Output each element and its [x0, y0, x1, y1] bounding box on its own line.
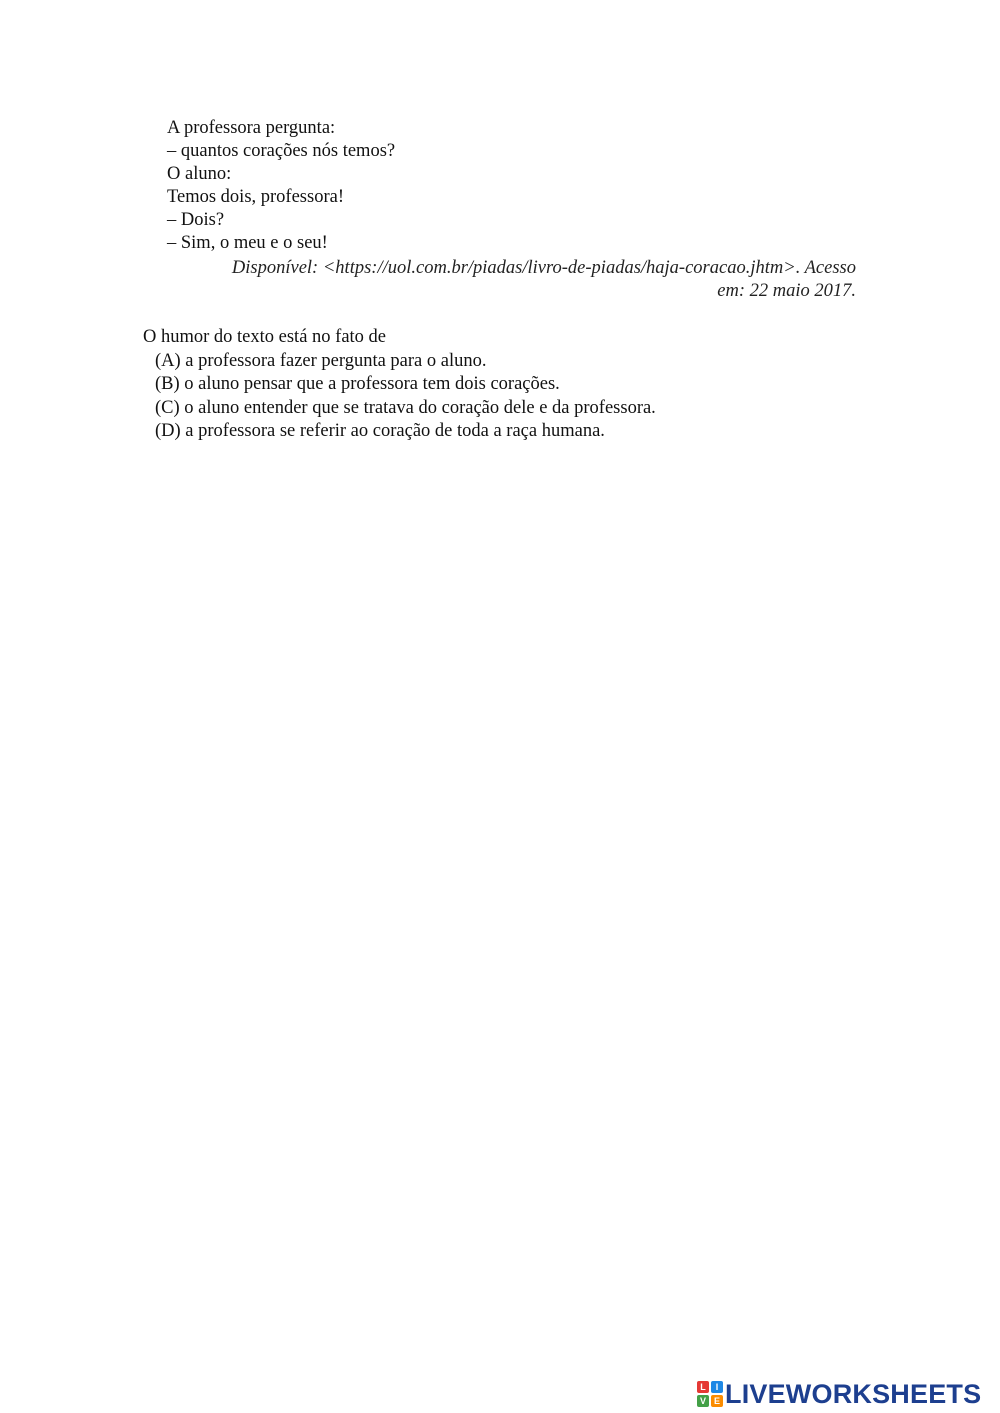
joke-line: O aluno:	[167, 164, 232, 184]
answer-option-c[interactable]: (C) o aluno entender que se tratava do coração dele e da professora.	[155, 397, 656, 418]
joke-line: – quantos corações nós temos?	[167, 141, 396, 161]
joke-line: A professora pergunta:	[167, 118, 336, 138]
question-stem: O humor do texto está no fato de	[143, 327, 387, 347]
source-citation	[170, 257, 856, 303]
liveworksheets-wordmark: LIVEWORKSHEETS	[725, 1379, 982, 1409]
liveworksheets-logo	[697, 1378, 981, 1410]
question-block	[143, 326, 903, 444]
source-line-1: Disponível: <https://uol.com.br/piadas/livro-de-piadas/haja-coracao.jhtm>. Acesso	[231, 258, 856, 278]
source-line-2: em: 22 maio 2017.	[717, 281, 856, 301]
logo-letter: L	[697, 1381, 709, 1393]
logo-letter: E	[711, 1395, 723, 1407]
answer-option-b[interactable]: (B) o aluno pensar que a professora tem dois corações.	[155, 374, 560, 394]
joke-text	[167, 117, 867, 255]
joke-line: – Sim, o meu e o seu!	[167, 233, 328, 253]
liveworksheets-icon	[697, 1381, 723, 1407]
answer-option-a[interactable]: (A) a professora fazer pergunta para o aluno.	[155, 350, 487, 371]
logo-letter: V	[697, 1395, 709, 1407]
logo-letter: I	[711, 1381, 723, 1393]
answer-option-d[interactable]: (D) a professora se referir ao coração de toda a raça humana.	[155, 421, 605, 441]
joke-line: Temos dois, professora!	[167, 187, 344, 207]
joke-line: – Dois?	[167, 210, 225, 230]
